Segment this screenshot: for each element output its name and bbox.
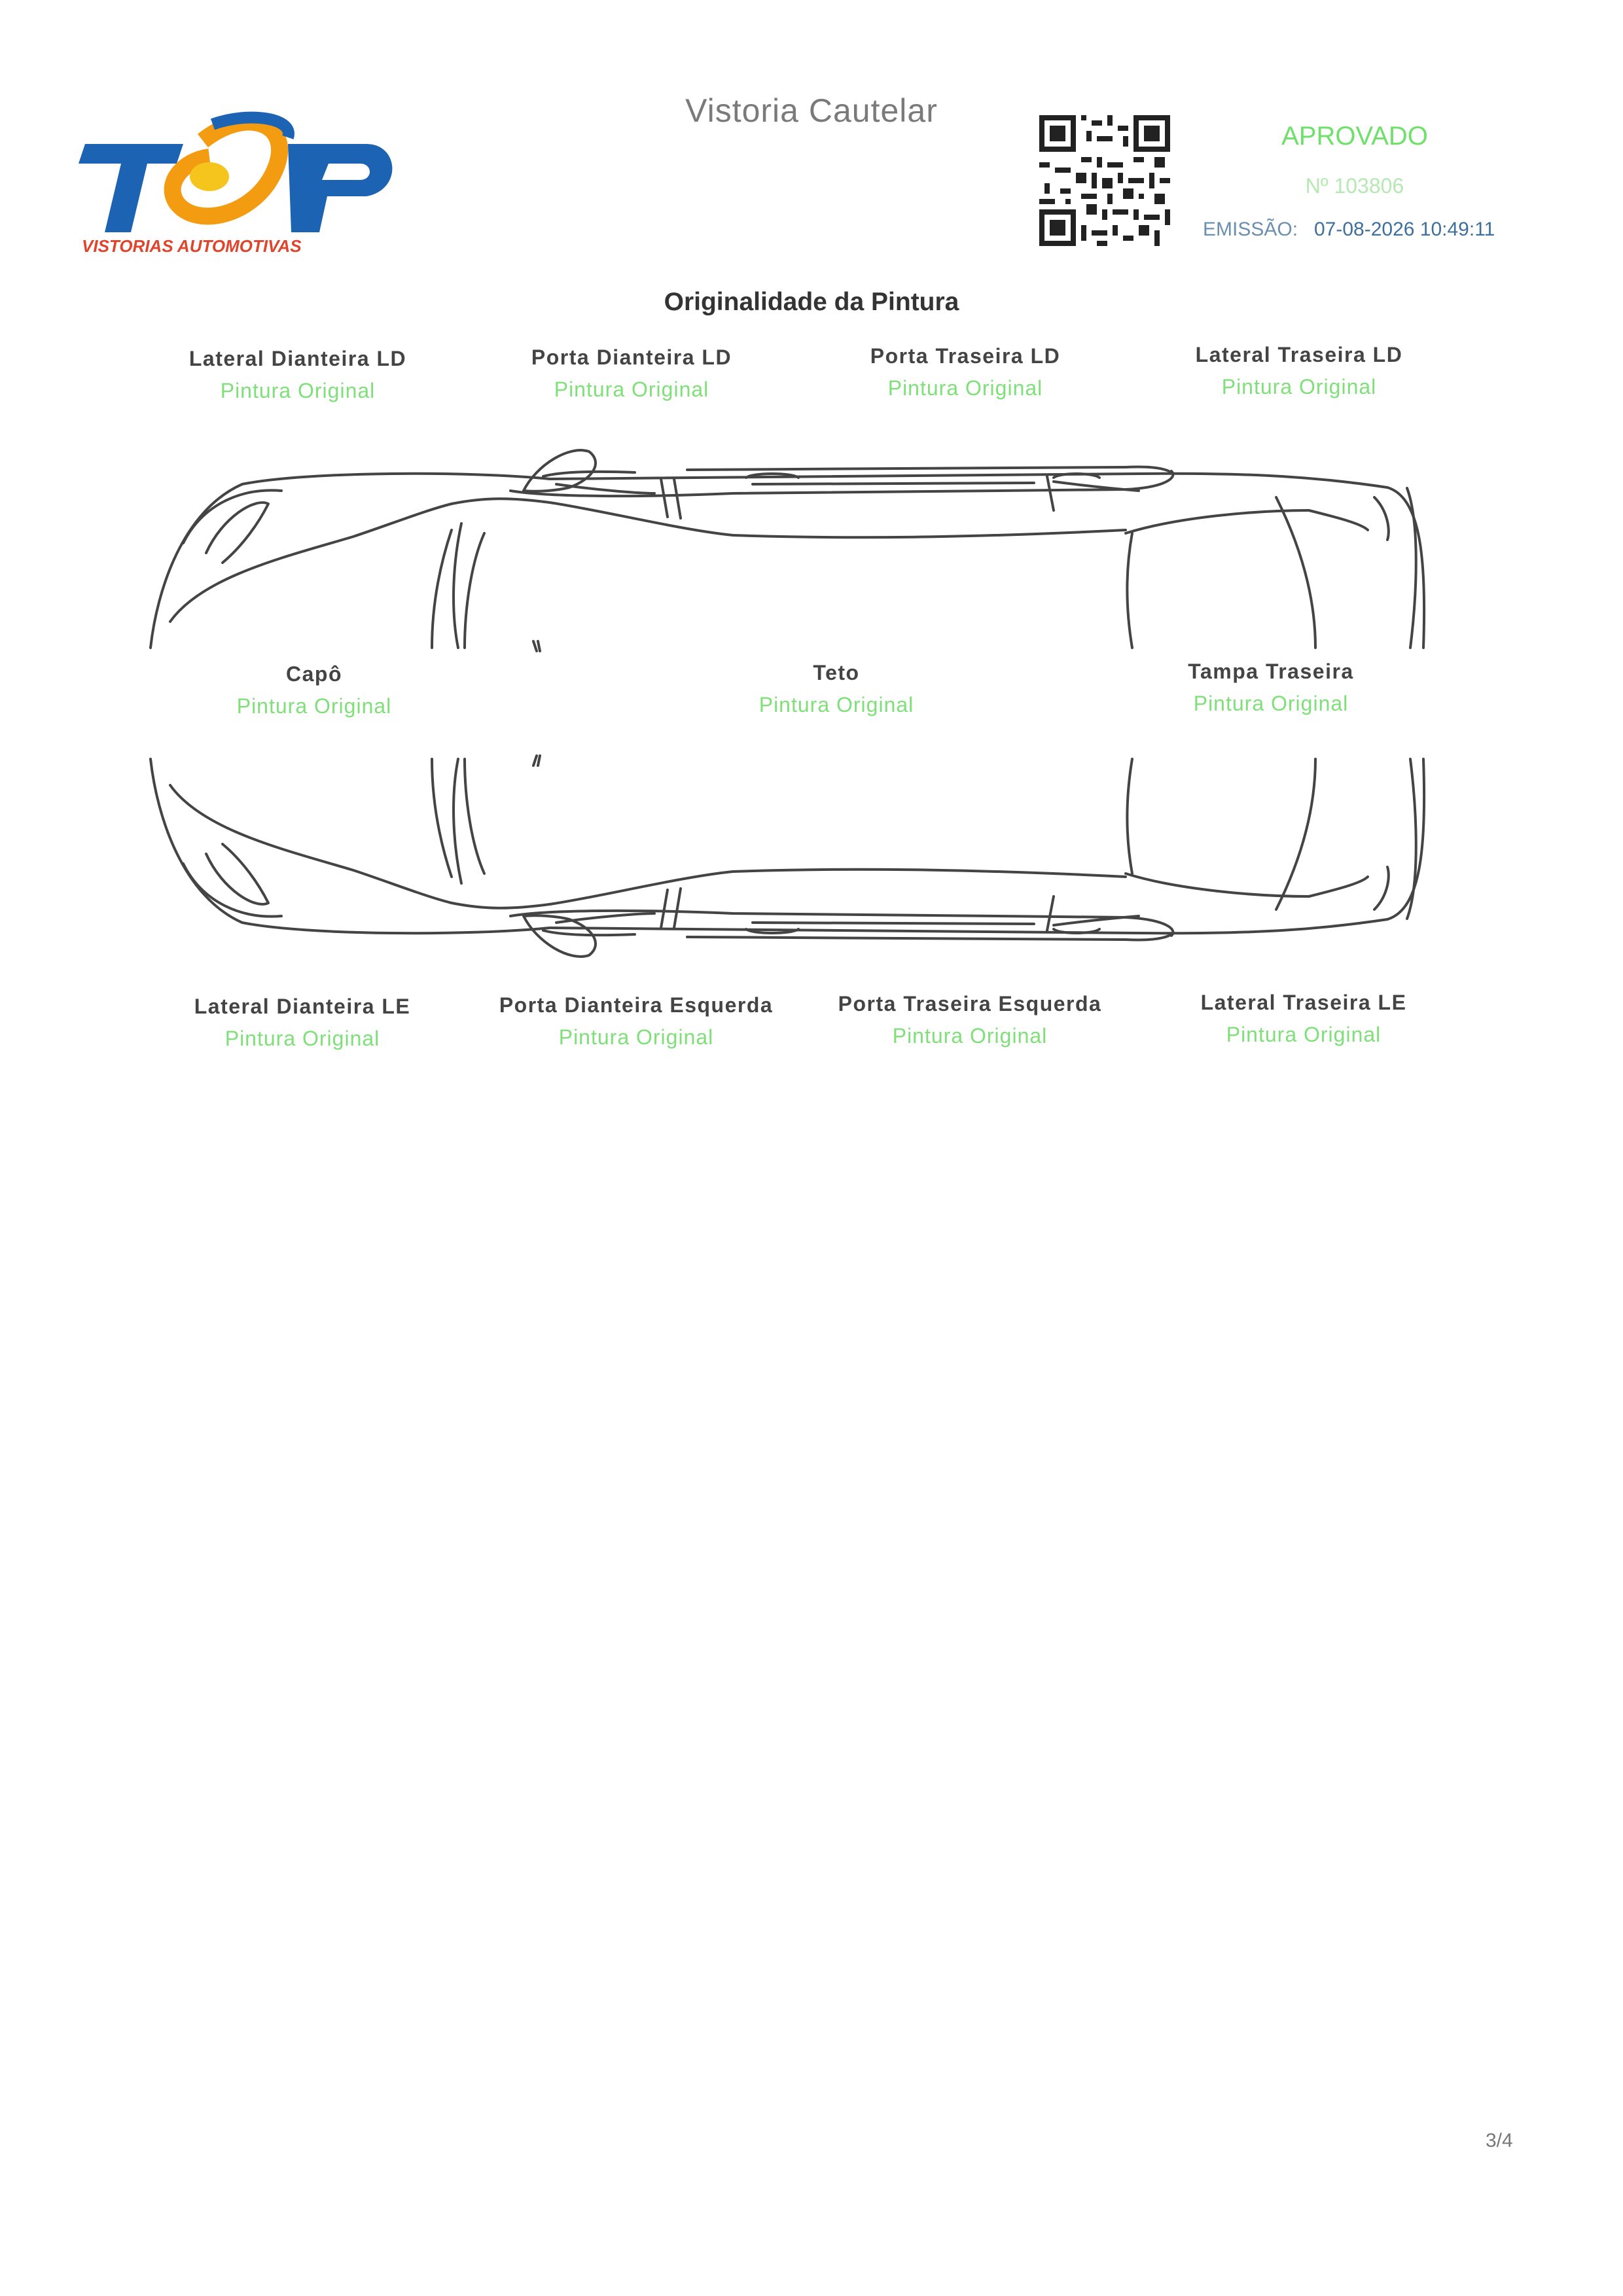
part-capo bbox=[144, 662, 484, 718]
part-status: Pintura Original bbox=[1226, 1023, 1382, 1046]
part-status: Pintura Original bbox=[558, 1025, 714, 1049]
document-title: Vistoria Cautelar bbox=[685, 92, 938, 129]
part-tampa-traseira bbox=[1101, 660, 1441, 716]
document-number: Nº 103806 bbox=[1305, 174, 1404, 198]
part-name: Lateral Traseira LD bbox=[1195, 343, 1403, 366]
part-name: Teto bbox=[813, 661, 860, 684]
part-lateral-dianteira-le bbox=[132, 995, 473, 1051]
part-lateral-traseira-le bbox=[1133, 991, 1474, 1047]
part-name: Porta Traseira Esquerda bbox=[838, 992, 1102, 1016]
part-porta-dianteira-ld bbox=[461, 345, 802, 402]
part-status: Pintura Original bbox=[758, 693, 914, 716]
emission-datetime: 07-08-2026 10:49:11 bbox=[1314, 219, 1495, 240]
logo-tagline: VISTORIAS AUTOMOTIVAS bbox=[82, 236, 302, 255]
part-status: Pintura Original bbox=[236, 694, 392, 718]
qr-code-icon bbox=[1039, 115, 1170, 246]
part-name: Porta Traseira LD bbox=[870, 344, 1061, 368]
part-status: Pintura Original bbox=[1193, 692, 1349, 715]
part-name: Capô bbox=[286, 662, 342, 686]
section-title: Originalidade da Pintura bbox=[664, 288, 959, 316]
part-porta-traseira-ld bbox=[795, 344, 1135, 400]
part-status: Pintura Original bbox=[220, 379, 376, 402]
part-teto bbox=[666, 661, 1007, 717]
part-name: Lateral Traseira LE bbox=[1200, 991, 1407, 1014]
page-number: 3/4 bbox=[1486, 2130, 1513, 2151]
car-right-side bbox=[151, 450, 1424, 651]
status-badge: APROVADO bbox=[1281, 122, 1428, 150]
part-name: Porta Dianteira LD bbox=[531, 345, 732, 369]
part-name: Lateral Dianteira LE bbox=[194, 995, 411, 1018]
part-lateral-traseira-ld bbox=[1129, 343, 1469, 399]
part-status: Pintura Original bbox=[887, 376, 1043, 400]
part-lateral-dianteira-ld bbox=[128, 347, 468, 403]
part-status: Pintura Original bbox=[1221, 375, 1377, 398]
part-status: Pintura Original bbox=[892, 1024, 1048, 1048]
part-porta-dianteira-esquerda bbox=[466, 993, 806, 1050]
emission-label: EMISSÃO: bbox=[1203, 219, 1298, 240]
part-name: Lateral Dianteira LD bbox=[188, 347, 407, 370]
part-name: Porta Dianteira Esquerda bbox=[499, 993, 774, 1017]
part-porta-traseira-esquerda bbox=[800, 992, 1140, 1048]
part-status: Pintura Original bbox=[224, 1027, 380, 1050]
part-status: Pintura Original bbox=[554, 378, 709, 401]
part-name: Tampa Traseira bbox=[1188, 660, 1354, 683]
car-left-side bbox=[151, 756, 1424, 957]
